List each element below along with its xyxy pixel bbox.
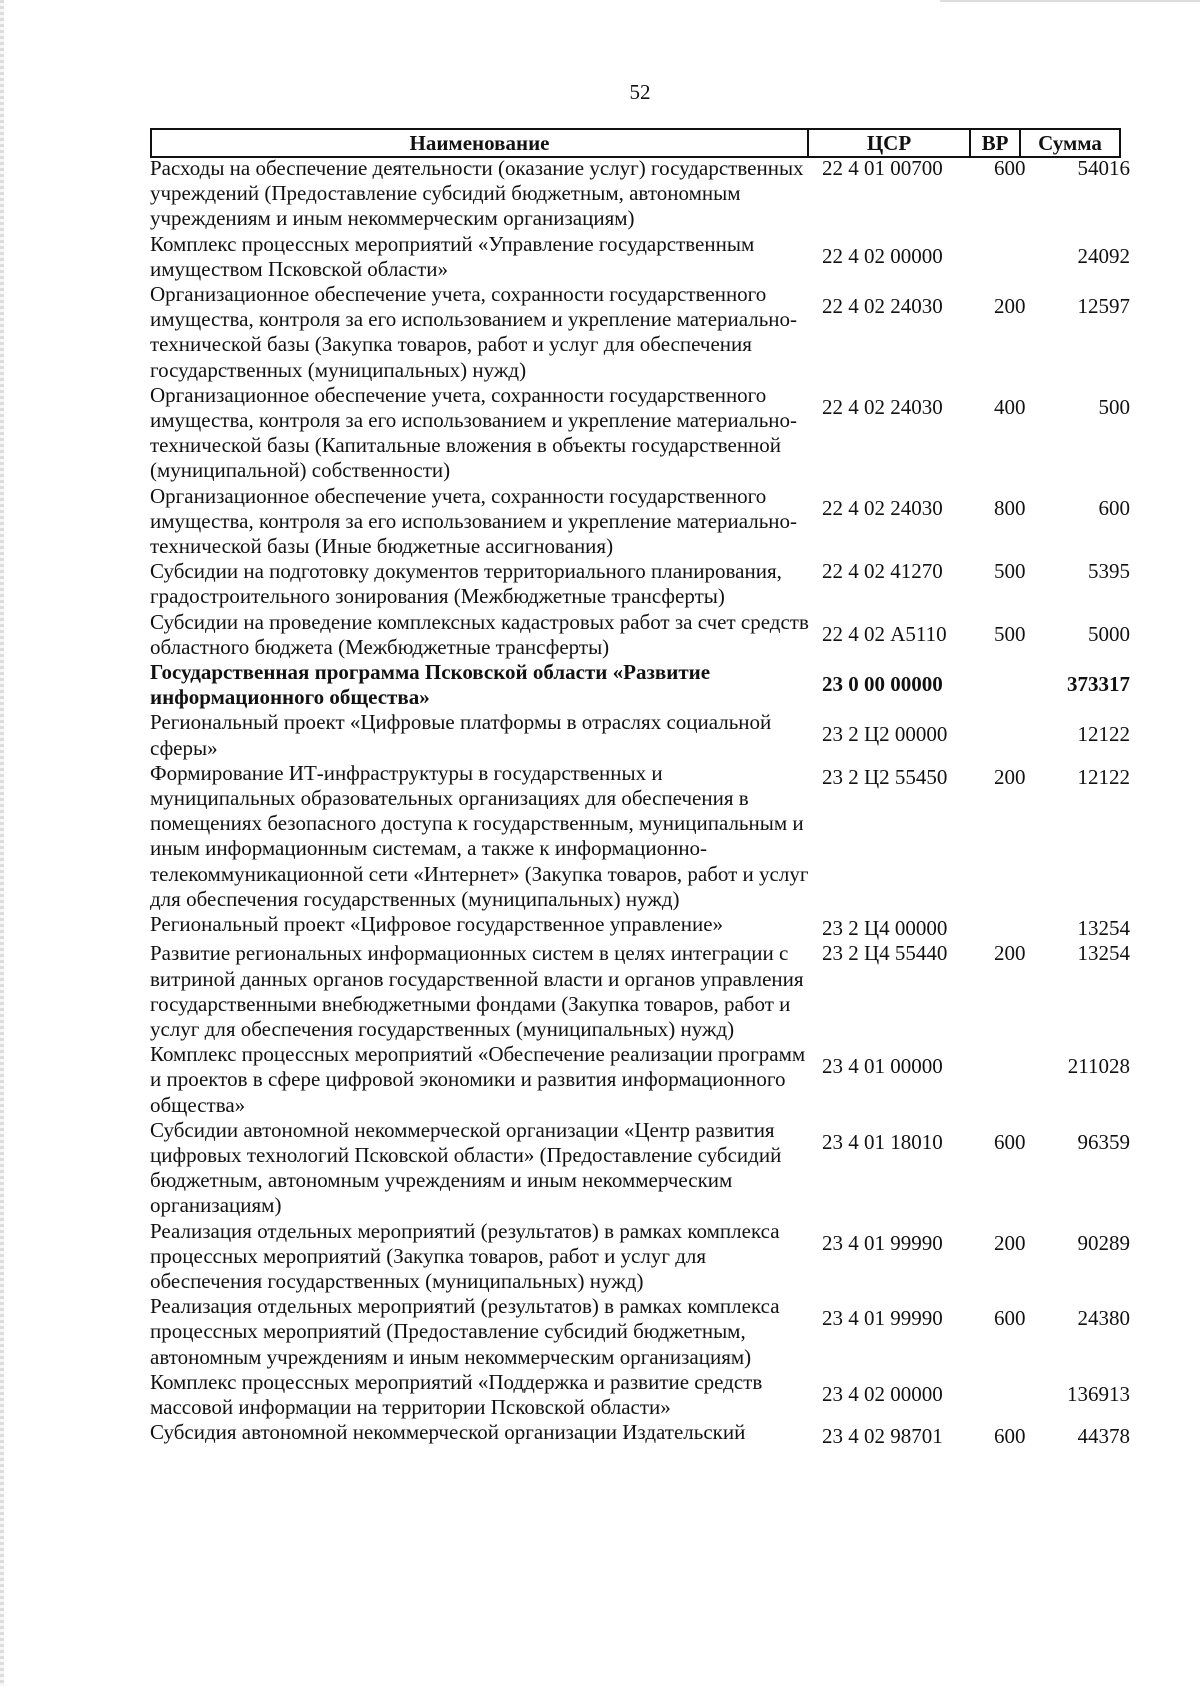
row-name: Комплекс процессных мероприятий «Управление государственным имуществом Псковской области» [150, 231, 755, 281]
table-row [150, 710, 1130, 760]
row-vr [992, 660, 1044, 672]
row-csr: 23 4 01 18010 [822, 1129, 943, 1154]
row-vr [992, 1042, 1044, 1054]
row-vr: 800 [994, 495, 1026, 520]
row-sum: 12122 [1077, 722, 1130, 747]
row-vr: 600 [994, 1306, 1026, 1331]
row-name: Субсидии автономной некоммерческой организации «Центр развития цифровых технологий Псковской области» (Предоставление субсидий бюджетным, автономным учреждениям и иным некоммерческим организациям) [150, 1117, 782, 1218]
table-row [150, 941, 1130, 1042]
table-header [150, 128, 1121, 158]
row-name: Региональный проект «Цифровые платформы в отраслях социальной сферы» [150, 710, 772, 760]
row-name: Региональный проект «Цифровое государственное управление» [150, 912, 724, 937]
row-sum: 5000 [1088, 621, 1130, 646]
row-csr: 23 2 Ц2 00000 [822, 722, 948, 747]
table-row [150, 232, 1130, 282]
row-vr [992, 710, 1044, 722]
row-vr: 600 [994, 1424, 1026, 1449]
table-body [150, 156, 1130, 1449]
table-row-program [150, 660, 1130, 710]
row-csr: 22 4 02 А5110 [822, 621, 947, 646]
row-sum: 54016 [1077, 156, 1130, 180]
row-sum: 24380 [1077, 1306, 1130, 1331]
row-vr [992, 1370, 1044, 1382]
row-csr: 22 4 02 00000 [822, 243, 943, 268]
table-row [150, 282, 1130, 383]
row-sum: 44378 [1077, 1424, 1130, 1449]
row-vr: 200 [994, 1230, 1026, 1255]
row-csr: 22 4 01 00700 [822, 156, 943, 180]
table-row [150, 1294, 1130, 1370]
row-name: Комплекс процессных мероприятий «Поддержка и развитие средств массовой информации на территории Псковской области» [150, 1369, 763, 1419]
table-row [150, 1042, 1130, 1118]
row-sum: 600 [1098, 495, 1130, 520]
row-name: Субсидии на подготовку документов территориального планирования, градостроительного зонирования (Межбюджетные трансферты) [150, 559, 782, 609]
row-name: Развитие региональных информационных систем в целях интеграции с витриной данных органов государственной власти и органов управления государственными внебюджетными фондами (Закупка товаров, работ и услуг для обеспечения государственных (муниципальных) нужд) [150, 941, 804, 1041]
row-vr: 600 [994, 156, 1026, 180]
table-row [150, 1420, 1130, 1449]
row-csr: 23 4 01 99990 [822, 1306, 943, 1331]
row-name: Формирование ИТ-инфраструктуры в государственных и муниципальных образовательных организациях для обеспечения в помещениях безопасного доступа к государственным, муниципальным и иным информационным системам, а также к информационно-телекоммуникационной сети «Интернет» (Закупка товаров, работ и услуг для обеспечения государственных (муниципальных) нужд) [150, 760, 809, 911]
row-vr: 500 [994, 621, 1026, 646]
row-sum: 373317 [1067, 672, 1130, 697]
table-row [150, 559, 1130, 609]
row-csr: 22 4 02 41270 [822, 559, 943, 584]
header-csr: ЦСР [808, 129, 970, 157]
row-name: Комплекс процессных мероприятий «Обеспечение реализации программ и проектов в сфере цифровой экономики и развития информационного общества» [150, 1042, 806, 1117]
row-name: Государственная программа Псковской области «Развитие информационного общества» [150, 660, 711, 710]
scan-edge-top [940, 0, 1200, 2]
row-name: Субсидия автономной некоммерческой организации Издательский [150, 1420, 746, 1445]
row-sum: 24092 [1077, 243, 1130, 268]
row-name: Субсидии на проведение комплексных кадастровых работ за счет средств областного бюджета (Межбюджетные трансферты) [150, 609, 809, 659]
table-row [150, 383, 1130, 484]
row-sum: 136913 [1067, 1381, 1130, 1406]
table-row [150, 912, 1130, 941]
row-csr: 22 4 02 24030 [822, 495, 943, 520]
header-vr: ВР [970, 129, 1020, 157]
row-sum: 500 [1098, 394, 1130, 419]
row-sum: 90289 [1077, 1230, 1130, 1255]
table-row [150, 1219, 1130, 1295]
row-vr: 200 [994, 941, 1026, 966]
table-row [150, 484, 1130, 560]
row-name: Расходы на обеспечение деятельности (оказание услуг) государственных учреждений (Предоставление субсидий бюджетным, автономным учреждениям и иным некоммерческим организациям) [150, 156, 804, 231]
row-name: Организационное обеспечение учета, сохранности государственного имущества, контроля за его использованием и укрепление материально-технической базы (Капитальные вложения в объекты государственной (муниципальной) собственности) [150, 382, 798, 483]
row-name: Реализация отдельных мероприятий (результатов) в рамках комплекса процессных мероприятий (Предоставление субсидий бюджетным, автономным учреждениям и иным некоммерческим организациям) [150, 1294, 780, 1369]
row-name: Организационное обеспечение учета, сохранности государственного имущества, контроля за его использованием и укрепление материально-технической базы (Закупка товаров, работ и услуг для обеспечения государственных (муниципальных) нужд) [150, 282, 798, 382]
row-sum: 211028 [1067, 1054, 1130, 1079]
header-name: Наименование [151, 129, 808, 157]
row-sum: 96359 [1077, 1129, 1130, 1154]
row-name: Организационное обеспечение учета, сохранности государственного имущества, контроля за его использованием и укрепление материально-технической базы (Иные бюджетные ассигнования) [150, 483, 798, 559]
row-vr: 600 [994, 1129, 1026, 1154]
row-csr: 23 2 Ц2 55450 [822, 764, 948, 789]
row-csr: 23 4 02 00000 [822, 1381, 943, 1406]
row-name: Реализация отдельных мероприятий (результатов) в рамках комплекса процессных мероприятий (Закупка товаров, работ и услуг для обеспечения государственных (муниципальных) нужд) [150, 1218, 780, 1293]
row-csr: 23 2 Ц4 55440 [822, 941, 948, 966]
row-vr: 500 [994, 559, 1026, 584]
row-csr: 22 4 02 24030 [822, 294, 943, 319]
row-vr: 400 [994, 394, 1026, 419]
row-sum: 5395 [1088, 559, 1130, 584]
table-row [150, 761, 1130, 912]
row-csr: 23 2 Ц4 00000 [822, 916, 948, 941]
row-csr: 22 4 02 24030 [822, 394, 943, 419]
scan-edge [0, 0, 4, 1686]
row-csr: 23 4 02 98701 [822, 1424, 943, 1449]
table-row [150, 610, 1130, 660]
header-sum: Сумма [1020, 129, 1120, 157]
table-row [150, 156, 1130, 232]
row-csr: 23 4 01 00000 [822, 1054, 943, 1079]
row-csr: 23 4 01 99990 [822, 1230, 943, 1255]
row-sum: 12597 [1077, 294, 1130, 319]
page-number: 52 [629, 80, 651, 104]
row-vr [992, 232, 1044, 244]
row-sum: 13254 [1077, 941, 1130, 966]
row-csr: 23 0 00 00000 [822, 672, 943, 697]
row-vr [992, 912, 1044, 916]
row-sum: 12122 [1077, 764, 1130, 789]
table-row [150, 1118, 1130, 1219]
row-vr: 200 [994, 764, 1026, 789]
row-vr: 200 [994, 294, 1026, 319]
row-sum: 13254 [1077, 916, 1130, 941]
table-row [150, 1370, 1130, 1420]
